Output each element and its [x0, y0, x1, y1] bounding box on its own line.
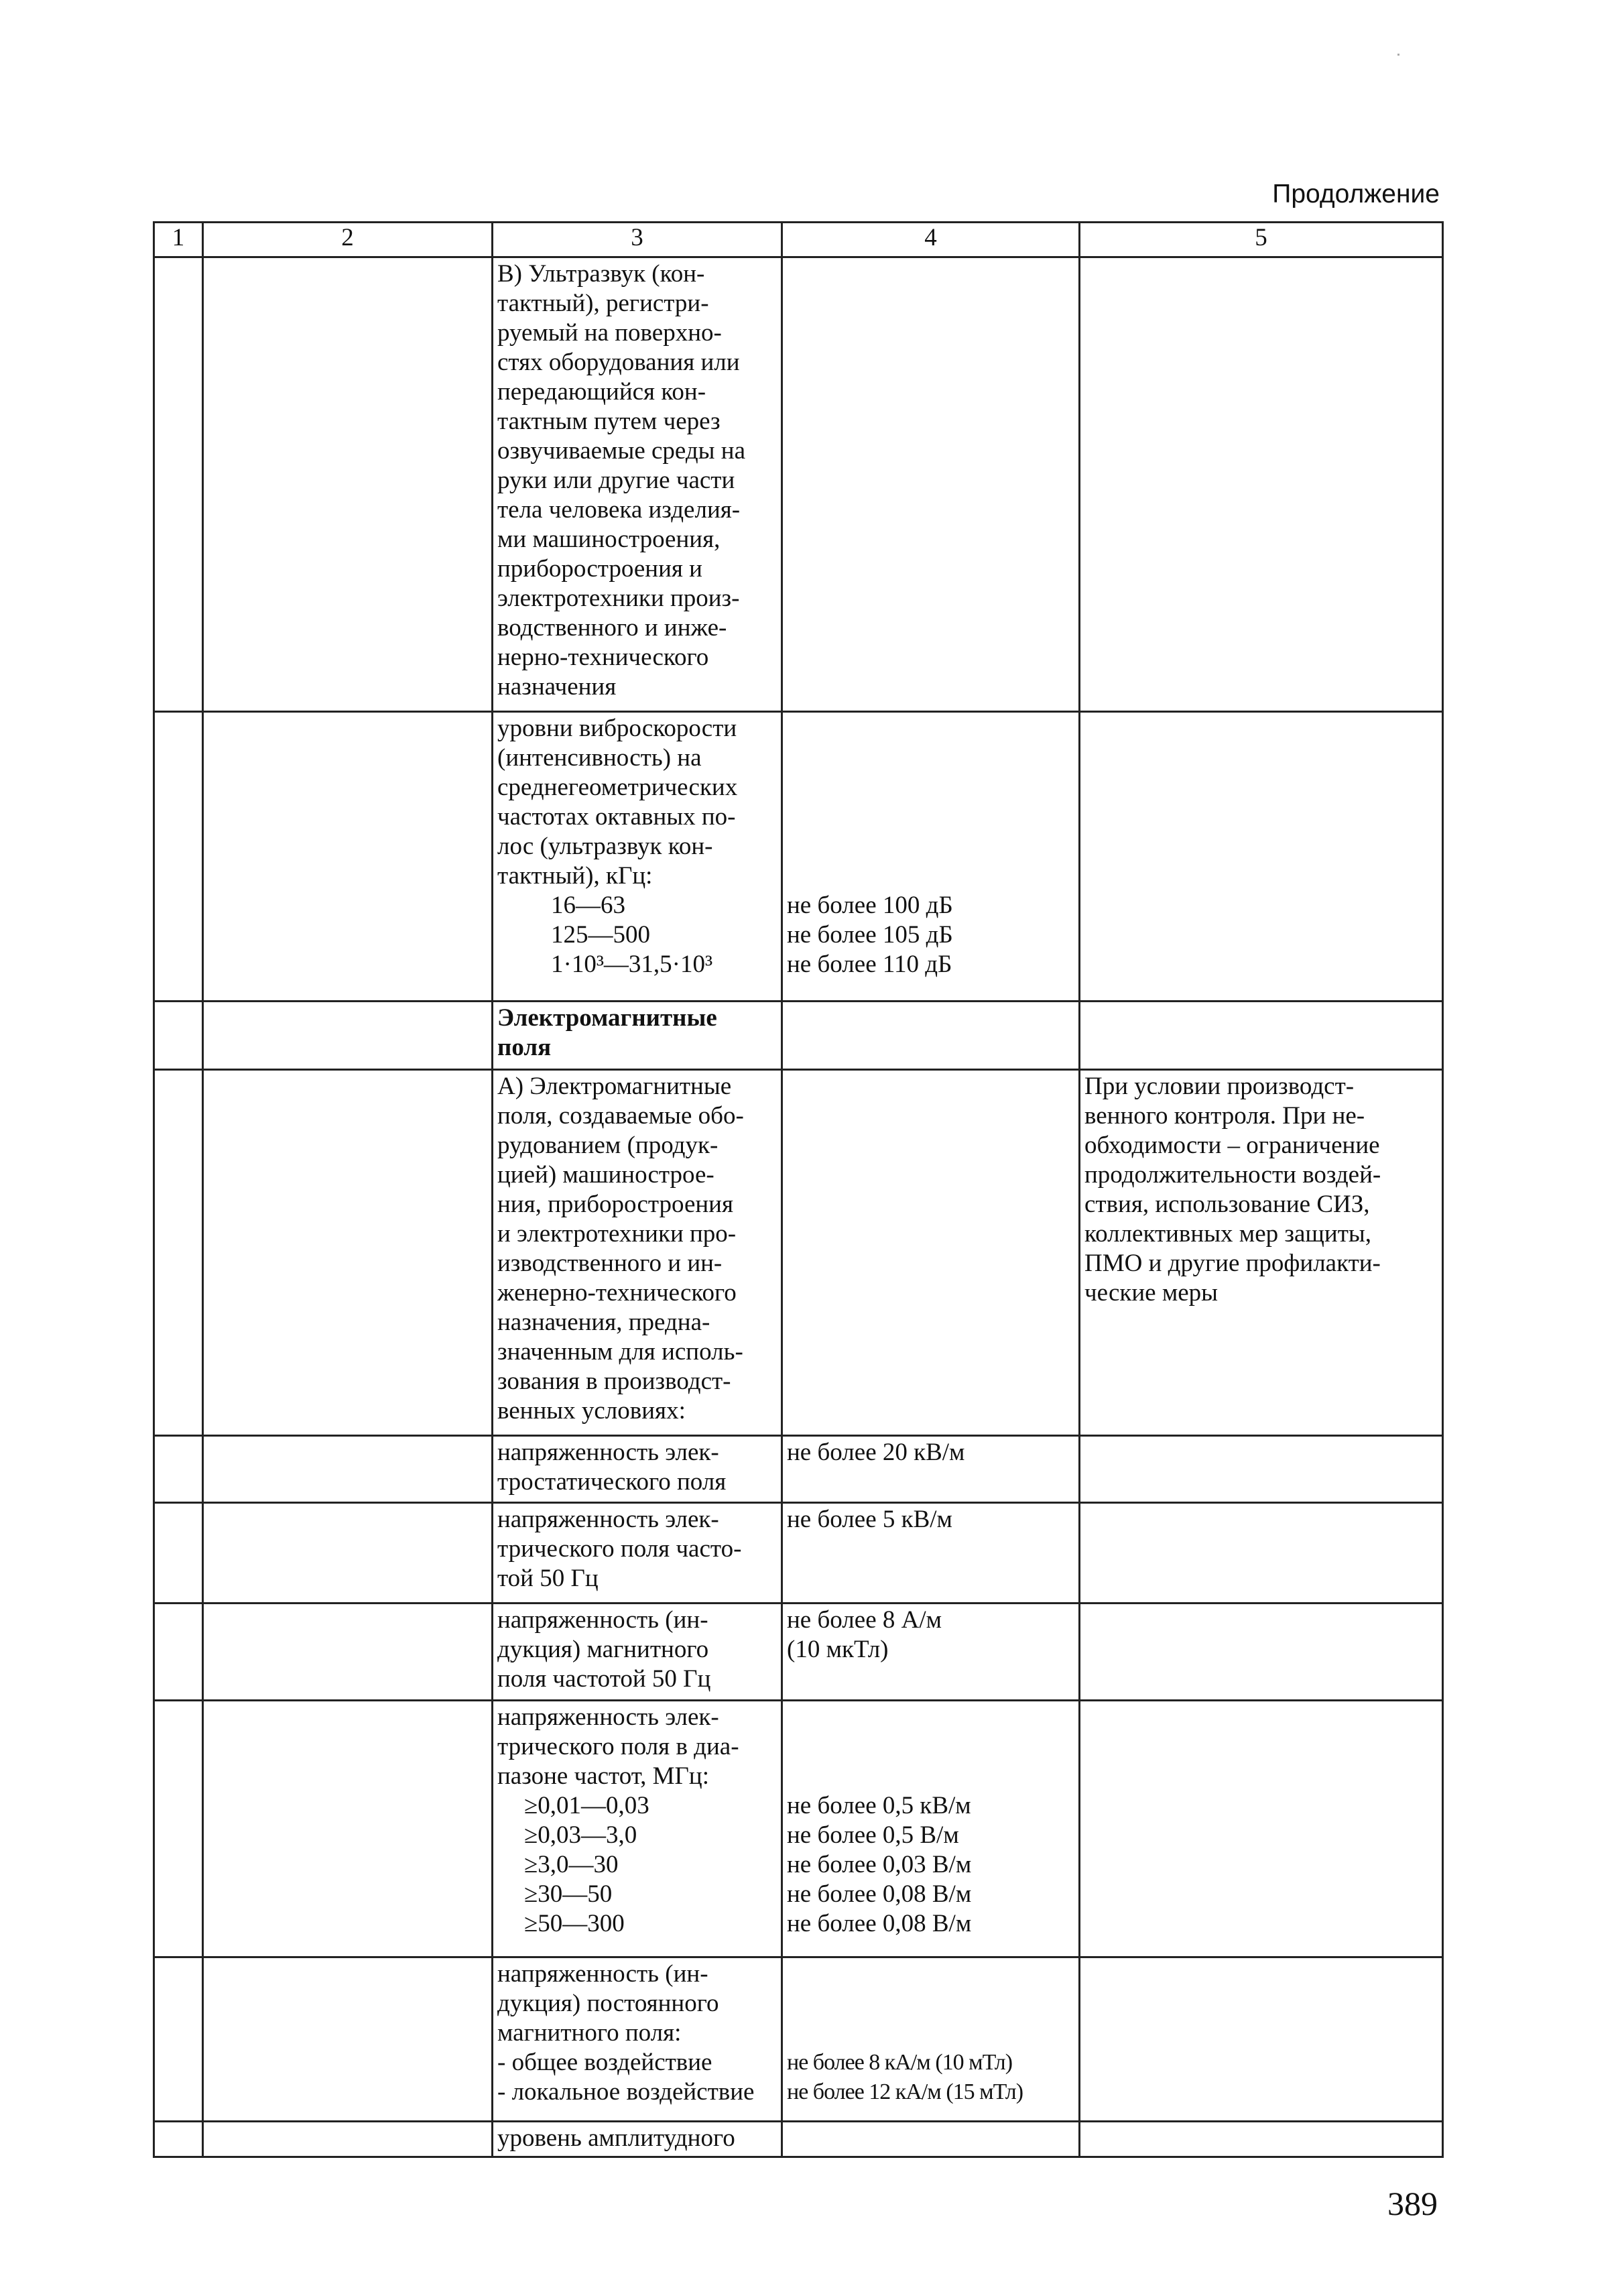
factor-text: напряженность элек- трического поля в диа- пазоне частот, МГц:	[497, 1703, 739, 1790]
cell-col1	[154, 1002, 203, 1070]
cell-col1	[154, 1701, 203, 1957]
cell-factor: напряженность элек- тростатического поля	[493, 1436, 782, 1503]
cell-col1	[154, 1957, 203, 2122]
cell-measures	[1080, 712, 1443, 1002]
column-header-3: 3	[493, 223, 782, 257]
cell-norm: не более 5 кВ/м	[782, 1503, 1080, 1604]
cell-col1	[154, 1604, 203, 1701]
page-number: 389	[1387, 2185, 1438, 2222]
continuation-label: Продолжение	[1272, 180, 1440, 208]
table-row	[154, 1436, 1443, 1503]
table-row	[154, 1070, 1443, 1436]
cell-measures	[1080, 257, 1443, 712]
cell-col2	[203, 1701, 493, 1957]
table-row	[154, 1604, 1443, 1701]
cell-norm	[782, 2122, 1080, 2157]
table-row	[154, 1957, 1443, 2122]
cell-factor: А) Электромагнитные поля, создаваемые обо- рудованием (продук- цией) машинострое- ния, приборостроения и электротехники про- изводственного и ин- женерно-технического назначения, предна- значенным для исполь- зования в производст- венных условиях:	[493, 1070, 782, 1436]
table-row	[154, 257, 1443, 712]
column-header-1: 1	[154, 223, 203, 257]
cell-factor	[493, 712, 782, 1002]
cell-col1	[154, 257, 203, 712]
cell-norm: не более 8 кА/м (10 мТл) не более 12 кА/м (15 мТл)	[782, 1957, 1080, 2122]
cell-norm: не более 0,5 кВ/м не более 0,5 В/м не более 0,03 В/м не более 0,08 В/м не более 0,08 В/м	[782, 1701, 1080, 1957]
cell-factor: напряженность (ин- дукция) постоянного магнитного поля: - общее воздействие - локальное воздействие	[493, 1957, 782, 2122]
table-header-row	[154, 223, 1443, 257]
frequency-bands: 16—63 125—500 1·10³—31,5·10³	[551, 892, 713, 978]
cell-measures	[1080, 1604, 1443, 1701]
cell-measures: При условии производст- венного контроля. При не- обходимости – ограничение продолжительности воздей- ствия, использование СИЗ, коллективных мер защиты, ПМО и другие профилакти- ческие меры	[1080, 1070, 1443, 1436]
cell-col2	[203, 1503, 493, 1604]
cell-col1	[154, 2122, 203, 2157]
table-row	[154, 2122, 1443, 2157]
requirements-table	[153, 221, 1444, 2158]
column-header-4: 4	[782, 223, 1080, 257]
cell-norm	[782, 1002, 1080, 1070]
cell-col2	[203, 712, 493, 1002]
factor-text: уровни виброскорости (интенсивность) на среднегеометрических частотах октавных по- лос (ультразвук кон- тактный), кГц:	[497, 715, 738, 890]
cell-norm	[782, 257, 1080, 712]
cell-col2	[203, 2122, 493, 2157]
cell-factor: напряженность элек- трического поля часто- той 50 Гц	[493, 1503, 782, 1604]
cell-col1	[154, 712, 203, 1002]
section-heading: Электромагнитные поля	[493, 1002, 782, 1070]
cell-factor	[493, 1701, 782, 1957]
table-row	[154, 1701, 1443, 1957]
cell-factor: уровень амплитудного	[493, 2122, 782, 2157]
cell-col2	[203, 1002, 493, 1070]
table-row	[154, 712, 1443, 1002]
column-header-5: 5	[1080, 223, 1443, 257]
cell-norm	[782, 1070, 1080, 1436]
cell-col1	[154, 1436, 203, 1503]
cell-measures	[1080, 1701, 1443, 1957]
cell-col1	[154, 1070, 203, 1436]
cell-col2	[203, 1070, 493, 1436]
cell-col2	[203, 1436, 493, 1503]
column-header-2: 2	[203, 223, 493, 257]
cell-col1	[154, 1503, 203, 1604]
cell-measures	[1080, 1436, 1443, 1503]
cell-factor: В) Ультразвук (кон- тактный), регистри- руемый на поверхно- стях оборудования или передающийся кон- тактным путем через озвучиваемые среды на руки или другие части тела человека изделия- ми машиностроения, приборостроения и электротехники произ- водственного и инже- нерно-технического назначения	[493, 257, 782, 712]
cell-measures	[1080, 1503, 1443, 1604]
cell-norm: не более 100 дБ не более 105 дБ не более 110 дБ	[782, 712, 1080, 1002]
cell-measures	[1080, 2122, 1443, 2157]
table-row	[154, 1002, 1443, 1070]
cell-col2	[203, 1604, 493, 1701]
cell-measures	[1080, 1957, 1443, 2122]
cell-measures	[1080, 1002, 1443, 1070]
scan-speck	[1397, 54, 1399, 56]
cell-norm: не более 8 А/м (10 мкТл)	[782, 1604, 1080, 1701]
frequency-bands: ≥0,01—0,03 ≥0,03—3,0 ≥3,0—30 ≥30—50 ≥50—300	[524, 1792, 649, 1937]
cell-col2	[203, 1957, 493, 2122]
cell-norm: не более 20 кВ/м	[782, 1436, 1080, 1503]
cell-factor: напряженность (ин- дукция) магнитного поля частотой 50 Гц	[493, 1604, 782, 1701]
cell-col2	[203, 257, 493, 712]
table-row	[154, 1503, 1443, 1604]
